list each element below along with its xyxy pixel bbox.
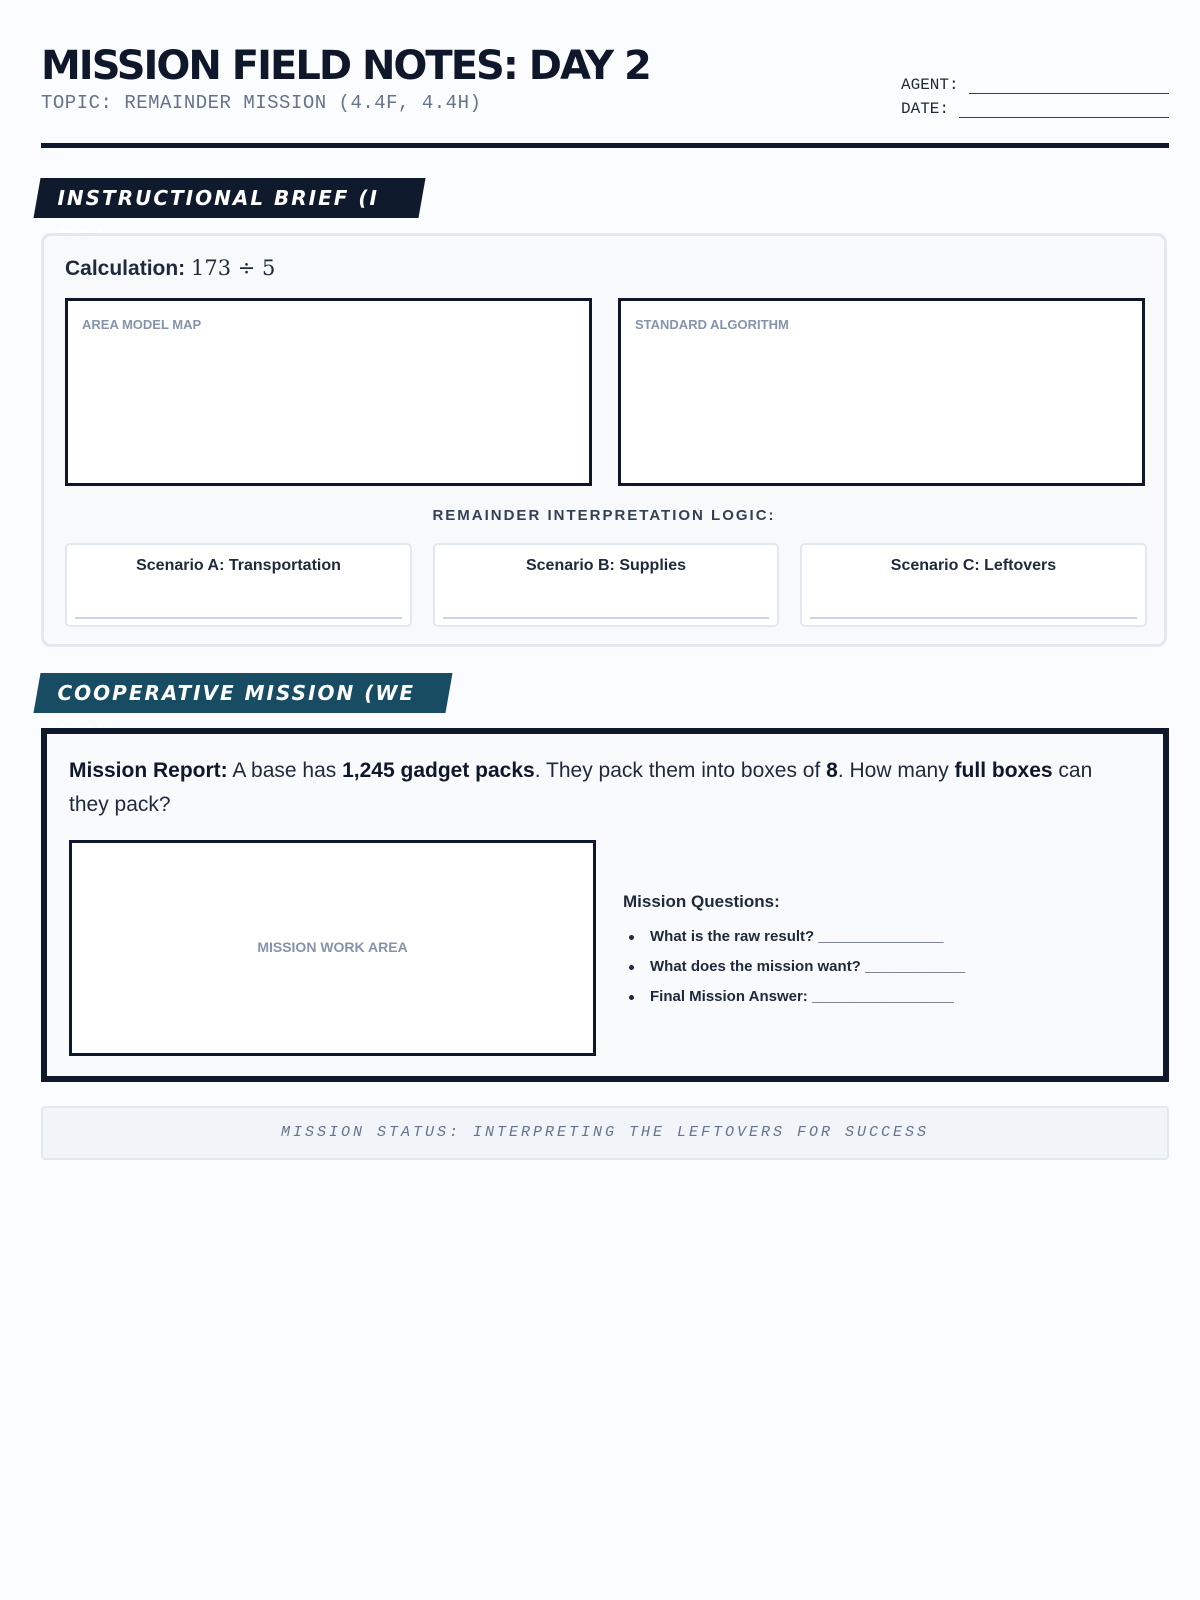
topic-subtitle: TOPIC: REMAINDER MISSION (4.4F, 4.4H) (41, 92, 482, 114)
date-field (901, 94, 1169, 118)
agent-input-line[interactable] (969, 78, 1169, 94)
calculation-expression: 173 ÷ 5 (191, 256, 276, 280)
question-raw-result[interactable]: What is the raw result? _______________ (623, 922, 1123, 952)
standard-algorithm-box[interactable] (618, 298, 1145, 486)
instructional-brief-tab-label: INSTRUCTIONAL BRIEF (I (57, 186, 379, 210)
report-text-1: A base has (227, 759, 343, 782)
scenario-b-label: Scenario B: Supplies (525, 557, 687, 574)
report-text-2: . They pack them into boxes of (534, 759, 827, 782)
mission-status-banner: MISSION STATUS: INTERPRETING THE LEFTOVERS FOR SUCCESS (41, 1106, 1169, 1160)
scenario-a-label: Scenario A: Transportation (136, 557, 341, 574)
question-mission-want[interactable]: What does the mission want? ____________ (623, 952, 1123, 982)
mission-questions-title: Mission Questions: (623, 892, 780, 911)
scenario-a-card[interactable] (65, 543, 412, 627)
question-final-answer[interactable]: Final Mission Answer: _________________ (623, 982, 1123, 1012)
report-bold-full-boxes: full boxes (954, 759, 1053, 782)
cooperative-mission-tab-label: COOPERATIVE MISSION (WE (57, 681, 416, 705)
mission-questions (623, 892, 1123, 1012)
scenario-a-answer-line[interactable] (75, 617, 402, 619)
instructional-brief-tab (33, 178, 425, 218)
mission-report-lead: Mission Report: (69, 759, 228, 782)
date-label: DATE: (900, 100, 949, 118)
standard-algorithm-label: STANDARD ALGORITHM (635, 317, 789, 332)
report-bold-box-size: 8 (826, 759, 838, 782)
agent-field (901, 70, 1169, 94)
mission-work-area-label: MISSION WORK AREA (257, 939, 408, 955)
cooperative-mission-tab (33, 673, 452, 713)
scenario-c-card[interactable] (800, 543, 1147, 627)
cooperative-mission-panel (41, 728, 1169, 1082)
area-model-label: AREA MODEL MAP (82, 317, 202, 332)
scenario-b-card[interactable] (433, 543, 779, 627)
mission-questions-list (623, 922, 1123, 1012)
page-title: MISSION FIELD NOTES: DAY 2 (41, 43, 650, 89)
mission-work-area[interactable] (69, 840, 596, 1056)
remainder-logic-title: REMAINDER INTERPRETATION LOGIC: (432, 507, 776, 524)
report-bold-gadget-packs: 1,245 gadget packs (342, 759, 535, 782)
scenario-c-answer-line[interactable] (810, 617, 1137, 619)
calculation (65, 256, 275, 281)
report-text-3: . How many (837, 759, 955, 782)
agent-date-fields (901, 70, 1169, 118)
area-model-box[interactable] (65, 298, 592, 486)
instructional-brief-panel (41, 233, 1167, 647)
scenario-c-label: Scenario C: Leftovers (890, 557, 1057, 574)
scenario-b-answer-line[interactable] (443, 617, 769, 619)
date-input-line[interactable] (959, 102, 1169, 118)
page-header (41, 40, 1169, 148)
mission-report (69, 754, 1129, 822)
agent-label: AGENT: (900, 76, 959, 94)
report-text-4: can they pack? (69, 759, 1093, 816)
calculation-label: Calculation: (65, 257, 186, 280)
